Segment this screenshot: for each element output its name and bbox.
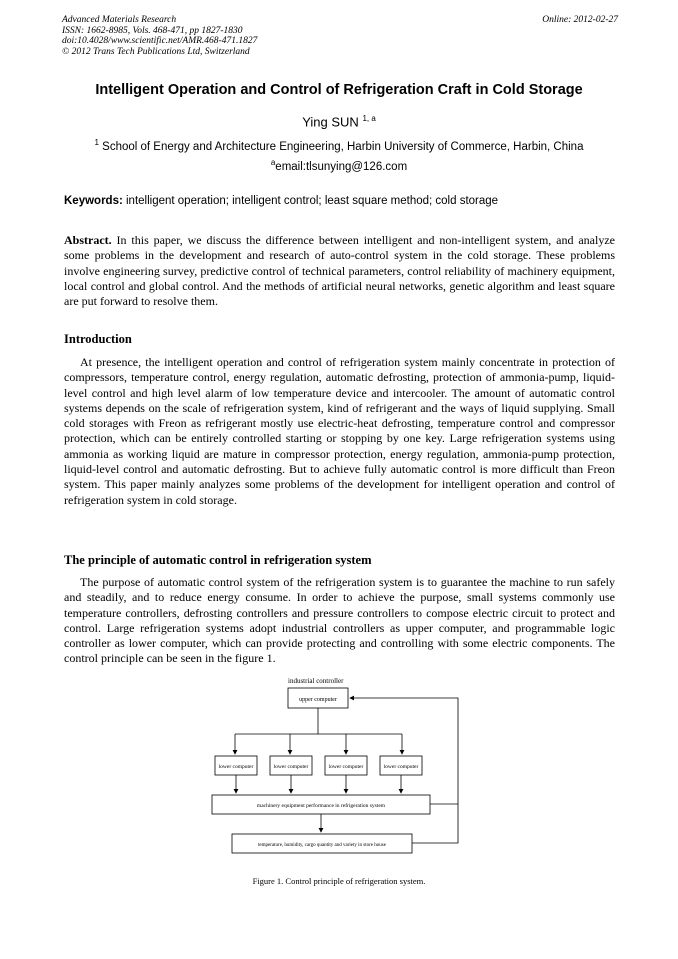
doi: doi:10.4028/www.scientific.net/AMR.468-471.1827 xyxy=(62,36,258,46)
email-superscript: a xyxy=(270,158,276,167)
lower-computer-label-2: lower computer xyxy=(273,764,309,770)
section-heading-introduction: Introduction xyxy=(64,332,132,346)
machinery-label: machinery equipment performance in refrigeration system xyxy=(256,803,386,809)
lower-computer-label-1: lower computer xyxy=(218,764,254,770)
control-principle-diagram xyxy=(200,672,470,872)
affiliation-text: School of Energy and Architecture Engineering, Harbin University of Commerce, Harbin, China xyxy=(102,140,584,153)
paper-title: Intelligent Operation and Control of Refrigeration Craft in Cold Storage xyxy=(95,82,583,98)
introduction-paragraph: At presence, the intelligent operation and control of refrigeration system mainly concentrate in protection of compressors, temperature control, energy regulation, automatic defrosting, protection of ammonia-pump, liquid-level control and high level alarm of low temperature device and intercooler. The amount of automatic control systems depends on the scale of refrigeration system, kind of refrigerant and the ways of liquid supplying. Small cold storages with Freon as refrigerant mostly use electric-heat defrosting, temperature control and compressor protection, which can be entirely controlled starting or stopping by one key. Large refrigeration systems using ammonia as working liquid are mature in compressor protection, energy regulation, ammonia-pump protection, liquid-level control and automatic defrosting. But to achieve fully automatic control is more difficult than Freon system. This paper mainly analyzes some problems of the development for intelligent operation and control of refrigeration system in cold storage. xyxy=(64,355,615,507)
copyright: © 2012 Trans Tech Publications Ltd, Switzerland xyxy=(62,46,250,57)
upper-computer-label: upper computer xyxy=(299,697,337,703)
journal-header xyxy=(62,15,618,57)
keywords-text: intelligent operation; intelligent control; least square method; cold storage xyxy=(126,195,499,207)
issn: ISSN: 1662-8985, Vols. 468-471, pp 1827-1830 xyxy=(62,25,243,36)
abstract-label: Abstract. xyxy=(64,233,112,247)
author xyxy=(40,114,638,129)
online-date: Online: 2012-02-27 xyxy=(542,15,618,25)
author-name: Ying SUN xyxy=(302,114,359,130)
abstract xyxy=(64,233,615,309)
keywords-label: Keywords: xyxy=(64,195,123,207)
abstract-text: In this paper, we discuss the difference between intelligent and non-intelligent system, and analyze some problems in the development and research of auto-control system in the cold storage. These problems involve engineering survey, predictive control of technical parameters, control reliability of machinery equipment, local control and global control. And the methods of artificial neural networks, genetic algorithm and least square are put forward to resolve them. xyxy=(64,233,615,309)
lower-computer-label-4: lower computer xyxy=(383,764,419,770)
principle-paragraph: The purpose of automatic control system of the refrigeration system is to guarantee the machine to run safely and steadily, and to reduce energy consume. In order to achieve the purpose, small systems commonly use temperature controllers, defrosting controllers and pressure controllers to compose electric circuit to protect and control. Large refrigeration systems adopt industrial controllers as upper computer, and programmable logic controller as lower computer, which can provide protecting and controlling with some electric components. The control principle can be seen in the figure 1. xyxy=(64,575,615,666)
lower-computer-label-3: lower computer xyxy=(328,764,364,770)
storehouse-label: temperature, humidity, cargo quantity and variety in store house xyxy=(258,843,386,848)
affiliation-superscript: 1 xyxy=(94,138,99,147)
journal-name: Advanced Materials Research xyxy=(62,15,177,25)
keywords xyxy=(64,195,618,207)
figure-caption: Figure 1. Control principle of refrigeration system. xyxy=(252,876,426,886)
industrial-controller-label: industrial controller xyxy=(288,677,344,685)
email-text: email:tlsunying@126.com xyxy=(275,160,408,173)
author-superscript: 1, a xyxy=(362,114,376,123)
author-email xyxy=(40,158,638,173)
affiliation xyxy=(40,138,638,153)
section-heading-principle: The principle of automatic control in refrigeration system xyxy=(64,553,372,567)
